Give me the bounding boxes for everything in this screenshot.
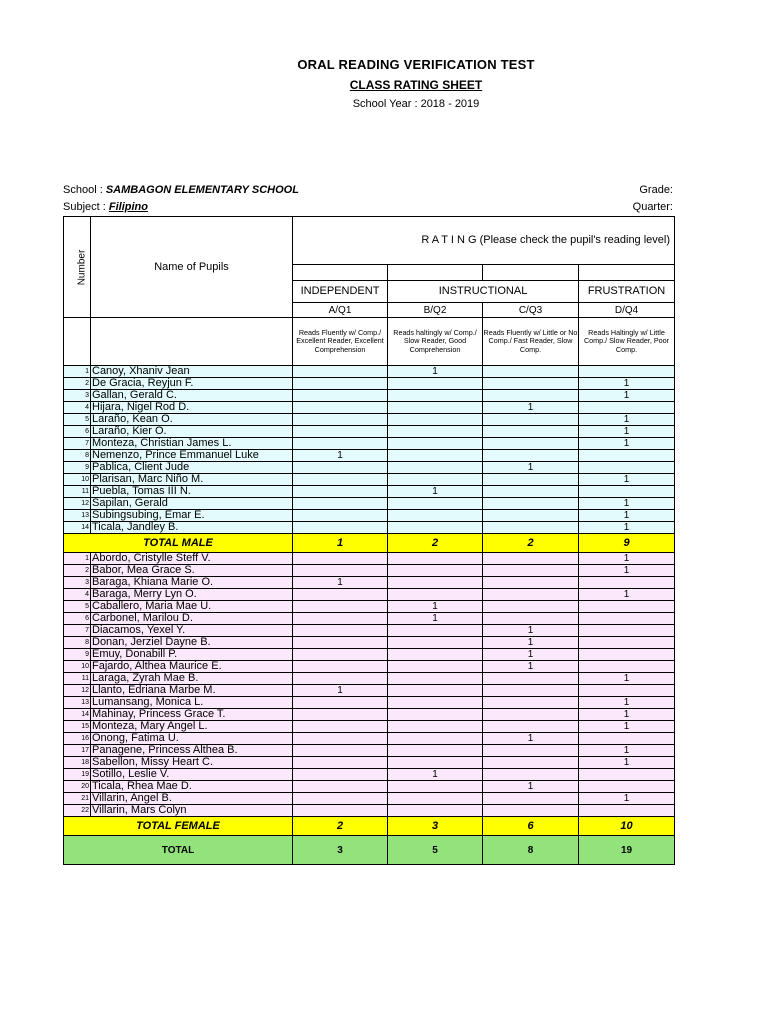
rating-cell	[483, 685, 579, 697]
rating-cell	[293, 366, 388, 378]
rating-cell	[293, 438, 388, 450]
rating-cell: 1	[483, 649, 579, 661]
pupil-name: Llanto, Edriana Marbe M.	[91, 685, 293, 697]
total-male-row	[64, 534, 675, 553]
rating-cell	[579, 577, 675, 589]
rating-cell	[293, 589, 388, 601]
frustration-header: FRUSTRATION	[579, 281, 675, 303]
rating-cell	[388, 402, 483, 414]
total-male-row-value: 2	[483, 534, 579, 553]
rating-cell	[293, 649, 388, 661]
rating-cell	[293, 613, 388, 625]
code-c: C/Q3	[483, 303, 579, 318]
name-header: Name of Pupils	[91, 217, 293, 318]
pupil-number: 6	[64, 426, 91, 438]
subject-value: Filipino	[108, 201, 148, 213]
rating-cell	[388, 733, 483, 745]
table-row	[64, 378, 675, 390]
pupil-name: Diacamos, Yexel Y.	[91, 625, 293, 637]
pupil-number: 13	[64, 510, 91, 522]
pupil-name: Emuy, Donabill P.	[91, 649, 293, 661]
total-female-row-value: 3	[388, 817, 483, 836]
code-b: B/Q2	[388, 303, 483, 318]
rating-cell	[483, 601, 579, 613]
table-row	[64, 522, 675, 534]
rating-cell	[388, 565, 483, 577]
rating-cell	[579, 625, 675, 637]
pupil-number: 1	[64, 553, 91, 565]
pupil-number: 15	[64, 721, 91, 733]
rating-cell	[483, 378, 579, 390]
table-row	[64, 486, 675, 498]
rating-cell	[483, 721, 579, 733]
rating-cell	[293, 565, 388, 577]
rating-cell: 1	[579, 757, 675, 769]
pupil-number: 3	[64, 390, 91, 402]
table-row	[64, 414, 675, 426]
pupil-number: 10	[64, 474, 91, 486]
school-line	[63, 184, 299, 196]
rating-cell	[388, 673, 483, 685]
pupil-name: De Gracia, Reyjun F.	[91, 378, 293, 390]
rating-cell	[388, 709, 483, 721]
table-row	[64, 649, 675, 661]
rating-cell: 1	[579, 745, 675, 757]
rating-cell: 1	[579, 709, 675, 721]
pupil-name: Abordo, Cristylle Steff V.	[91, 553, 293, 565]
rating-cell	[388, 553, 483, 565]
total-male-row-value: 2	[388, 534, 483, 553]
rating-cell	[483, 390, 579, 402]
pupil-name: Ticala, Jandley B.	[91, 522, 293, 534]
rating-cell	[483, 498, 579, 510]
rating-cell	[293, 474, 388, 486]
rating-cell	[579, 462, 675, 474]
pupil-number: 17	[64, 745, 91, 757]
pupil-number: 11	[64, 673, 91, 685]
rating-cell	[483, 757, 579, 769]
table-row	[64, 781, 675, 793]
table-row	[64, 745, 675, 757]
rating-cell	[579, 685, 675, 697]
grand-total-row-label: TOTAL	[64, 836, 293, 865]
rating-cell	[483, 769, 579, 781]
pupil-number: 9	[64, 649, 91, 661]
pupil-name: Onong, Fatima U.	[91, 733, 293, 745]
table-row	[64, 589, 675, 601]
rating-cell	[388, 438, 483, 450]
rating-cell	[483, 613, 579, 625]
pupil-number: 10	[64, 661, 91, 673]
table-row	[64, 438, 675, 450]
pupil-name: Baraga, Khiana Marie O.	[91, 577, 293, 589]
grand-total-row	[64, 836, 675, 865]
rating-cell: 1	[579, 498, 675, 510]
pupil-name: Laraño, Kean O.	[91, 414, 293, 426]
table-row	[64, 450, 675, 462]
rating-cell	[388, 414, 483, 426]
pupil-number: 22	[64, 805, 91, 817]
rating-cell	[579, 661, 675, 673]
pupil-number: 2	[64, 565, 91, 577]
rating-cell	[388, 697, 483, 709]
rating-cell	[483, 589, 579, 601]
rating-cell	[293, 402, 388, 414]
pupil-number: 1	[64, 366, 91, 378]
pupil-name: Laraga, Zyrah Mae B.	[91, 673, 293, 685]
table-row	[64, 510, 675, 522]
pupil-name: Sapilan, Gerald	[91, 498, 293, 510]
document-subtitle: CLASS RATING SHEET	[349, 78, 483, 92]
rating-cell	[388, 589, 483, 601]
pupil-name: Panagene, Princess Althea B.	[91, 745, 293, 757]
pupil-name: Caballero, Maria Mae U.	[91, 601, 293, 613]
table-row	[64, 474, 675, 486]
table-row	[64, 462, 675, 474]
rating-cell	[388, 522, 483, 534]
rating-cell	[579, 781, 675, 793]
code-a: A/Q1	[293, 303, 388, 318]
rating-cell	[483, 510, 579, 522]
rating-cell	[579, 769, 675, 781]
pupil-name: Monteza, Mary Angel L.	[91, 721, 293, 733]
pupil-number: 5	[64, 601, 91, 613]
rating-cell	[388, 793, 483, 805]
rating-cell	[293, 553, 388, 565]
rating-cell	[293, 426, 388, 438]
pupil-number: 6	[64, 613, 91, 625]
subject-label: Subject :	[63, 201, 106, 213]
rating-cell	[293, 661, 388, 673]
rating-cell	[293, 709, 388, 721]
rating-cell: 1	[579, 522, 675, 534]
rating-cell: 1	[388, 366, 483, 378]
rating-cell: 1	[579, 474, 675, 486]
rating-cell	[293, 414, 388, 426]
rating-table	[63, 216, 675, 865]
pupil-number: 11	[64, 486, 91, 498]
grand-total-row-value: 5	[388, 836, 483, 865]
rating-cell	[293, 673, 388, 685]
rating-cell	[483, 577, 579, 589]
document-title: ORAL READING VERIFICATION TEST	[297, 57, 535, 72]
rating-cell	[483, 426, 579, 438]
table-row	[64, 498, 675, 510]
rating-cell	[293, 390, 388, 402]
pupil-name: Donan, Jerziel Dayne B.	[91, 637, 293, 649]
school-label: School :	[63, 184, 103, 196]
rating-cell: 1	[388, 613, 483, 625]
rating-cell	[293, 745, 388, 757]
rating-cell: 1	[483, 733, 579, 745]
rating-cell: 1	[579, 378, 675, 390]
rating-cell	[388, 462, 483, 474]
rating-cell	[483, 438, 579, 450]
rating-cell: 1	[579, 673, 675, 685]
rating-cell: 1	[483, 637, 579, 649]
total-female-row-value: 10	[579, 817, 675, 836]
table-row	[64, 426, 675, 438]
rating-cell	[388, 745, 483, 757]
pupil-name: Ticala, Rhea Mae D.	[91, 781, 293, 793]
rating-cell: 1	[579, 565, 675, 577]
table-row	[64, 565, 675, 577]
rating-cell	[483, 474, 579, 486]
rating-cell	[388, 685, 483, 697]
pupil-name: Babor, Mea Grace S.	[91, 565, 293, 577]
pupil-number: 4	[64, 589, 91, 601]
pupil-number: 16	[64, 733, 91, 745]
grade-label: Grade:	[639, 184, 673, 196]
total-male-row-label: TOTAL MALE	[64, 534, 293, 553]
rating-cell	[293, 733, 388, 745]
rating-cell	[388, 781, 483, 793]
table-row	[64, 625, 675, 637]
pupil-name: Baraga, Merry Lyn O.	[91, 589, 293, 601]
rating-cell: 1	[293, 577, 388, 589]
rating-cell	[388, 757, 483, 769]
table-row	[64, 769, 675, 781]
rating-cell: 1	[293, 685, 388, 697]
total-female-row	[64, 817, 675, 836]
rating-cell	[388, 390, 483, 402]
pupil-number: 7	[64, 625, 91, 637]
rating-cell	[388, 661, 483, 673]
rating-cell	[579, 450, 675, 462]
code-d: D/Q4	[579, 303, 675, 318]
pupil-name: Villarin, Angel B.	[91, 793, 293, 805]
pupil-number: 18	[64, 757, 91, 769]
rating-cell	[483, 805, 579, 817]
table-row	[64, 673, 675, 685]
pupil-name: Canoy, Xhaniv Jean	[91, 366, 293, 378]
desc-b: Reads haltingly w/ Comp./ Slow Reader, Good Comprehension	[388, 318, 483, 366]
pupil-name: Lumansang, Monica L.	[91, 697, 293, 709]
rating-cell	[293, 721, 388, 733]
pupil-name: Carbonel, Marilou D.	[91, 613, 293, 625]
pupil-name: Hijara, Nigel Rod D.	[91, 402, 293, 414]
grand-total-row-value: 8	[483, 836, 579, 865]
rating-cell	[293, 805, 388, 817]
rating-cell	[483, 414, 579, 426]
table-row	[64, 733, 675, 745]
rating-cell: 1	[388, 769, 483, 781]
rating-cell	[579, 649, 675, 661]
rating-cell: 1	[483, 462, 579, 474]
rating-cell: 1	[579, 438, 675, 450]
pupil-name: Sabellon, Missy Heart C.	[91, 757, 293, 769]
pupil-number: 12	[64, 685, 91, 697]
rating-cell	[388, 577, 483, 589]
table-row	[64, 661, 675, 673]
total-male-row-value: 9	[579, 534, 675, 553]
table-row	[64, 757, 675, 769]
table-row	[64, 805, 675, 817]
total-female-row-value: 6	[483, 817, 579, 836]
rating-cell	[579, 486, 675, 498]
rating-cell: 1	[579, 553, 675, 565]
pupil-number: 4	[64, 402, 91, 414]
rating-cell	[483, 673, 579, 685]
rating-cell	[483, 697, 579, 709]
table-row	[64, 366, 675, 378]
desc-a: Reads Fluently w/ Comp./ Excellent Reader, Excellent Comprehension	[293, 318, 388, 366]
rating-cell	[579, 805, 675, 817]
rating-cell	[293, 522, 388, 534]
rating-cell	[483, 745, 579, 757]
rating-cell: 1	[579, 697, 675, 709]
pupil-number: 8	[64, 637, 91, 649]
table-row	[64, 390, 675, 402]
grand-total-row-value: 19	[579, 836, 675, 865]
pupil-name: Villarin, Mars Colyn	[91, 805, 293, 817]
rating-cell	[388, 378, 483, 390]
rating-cell	[388, 625, 483, 637]
rating-cell: 1	[579, 414, 675, 426]
number-header: Number	[76, 249, 88, 285]
pupil-number: 14	[64, 709, 91, 721]
rating-cell	[388, 649, 483, 661]
pupil-number: 9	[64, 462, 91, 474]
rating-cell	[388, 510, 483, 522]
subject-line	[63, 201, 148, 213]
pupil-name: Subingsubing, Emar E.	[91, 510, 293, 522]
rating-cell: 1	[293, 450, 388, 462]
pupil-number: 3	[64, 577, 91, 589]
grand-total-row-value: 3	[293, 836, 388, 865]
pupil-number: 14	[64, 522, 91, 534]
table-row	[64, 709, 675, 721]
number-header-cell	[64, 217, 91, 318]
rating-header: R A T I N G (Please check the pupil's reading level)	[293, 217, 675, 265]
rating-cell	[293, 757, 388, 769]
pupil-name: Gallan, Gerald C.	[91, 390, 293, 402]
rating-cell: 1	[579, 589, 675, 601]
rating-cell	[293, 793, 388, 805]
rating-cell	[293, 637, 388, 649]
rating-cell	[483, 565, 579, 577]
pupil-number: 12	[64, 498, 91, 510]
table-row	[64, 793, 675, 805]
rating-cell: 1	[579, 510, 675, 522]
table-row	[64, 402, 675, 414]
rating-cell: 1	[483, 402, 579, 414]
pupil-number: 7	[64, 438, 91, 450]
table-row	[64, 577, 675, 589]
pupil-number: 21	[64, 793, 91, 805]
quarter-label: Quarter:	[632, 201, 673, 213]
pupil-number: 19	[64, 769, 91, 781]
desc-d: Reads Haltingly w/ Little Comp./ Slow Reader, Poor Comp.	[579, 318, 675, 366]
rating-cell: 1	[388, 601, 483, 613]
rating-cell	[388, 637, 483, 649]
rating-cell: 1	[483, 661, 579, 673]
rating-cell	[293, 510, 388, 522]
rating-cell: 1	[483, 781, 579, 793]
rating-cell	[579, 402, 675, 414]
pupil-name: Laraño, Kier O.	[91, 426, 293, 438]
rating-cell	[483, 553, 579, 565]
pupil-name: Nemenzo, Prince Emmanuel Luke	[91, 450, 293, 462]
pupil-name: Puebla, Tomas III N.	[91, 486, 293, 498]
pupil-name: Mahinay, Princess Grace T.	[91, 709, 293, 721]
rating-cell	[293, 378, 388, 390]
pupil-name: Pablica, Client Jude	[91, 462, 293, 474]
rating-cell	[579, 601, 675, 613]
independent-header: INDEPENDENT	[293, 281, 388, 303]
rating-cell: 1	[579, 793, 675, 805]
desc-c: Reads Fluently w/ Little or No Comp./ Fast Reader, Slow Comp.	[483, 318, 579, 366]
instructional-header: INSTRUCTIONAL	[388, 281, 579, 303]
table-row	[64, 697, 675, 709]
pupil-name: Plarisan, Marc Niño M.	[91, 474, 293, 486]
total-female-row-value: 2	[293, 817, 388, 836]
rating-cell	[388, 498, 483, 510]
pupil-number: 13	[64, 697, 91, 709]
rating-cell	[293, 625, 388, 637]
school-value: SAMBAGON ELEMENTARY SCHOOL	[105, 184, 299, 196]
rating-cell: 1	[579, 426, 675, 438]
total-male-row-value: 1	[293, 534, 388, 553]
school-year: School Year : 2018 - 2019	[352, 98, 480, 110]
rating-cell	[483, 709, 579, 721]
rating-cell	[483, 522, 579, 534]
rating-cell	[388, 805, 483, 817]
rating-cell	[293, 462, 388, 474]
rating-cell	[293, 498, 388, 510]
table-row	[64, 685, 675, 697]
rating-cell: 1	[483, 625, 579, 637]
pupil-number: 20	[64, 781, 91, 793]
rating-cell: 1	[388, 486, 483, 498]
rating-cell: 1	[579, 721, 675, 733]
pupil-number: 8	[64, 450, 91, 462]
rating-cell	[579, 733, 675, 745]
pupil-number: 2	[64, 378, 91, 390]
rating-cell	[293, 769, 388, 781]
rating-cell	[388, 721, 483, 733]
rating-cell	[293, 601, 388, 613]
table-row	[64, 637, 675, 649]
rating-cell	[579, 366, 675, 378]
pupil-name: Sotillo, Leslie V.	[91, 769, 293, 781]
rating-cell	[579, 637, 675, 649]
rating-cell	[579, 613, 675, 625]
pupil-name: Fajardo, Althea Maurice E.	[91, 661, 293, 673]
total-female-row-label: TOTAL FEMALE	[64, 817, 293, 836]
table-row	[64, 553, 675, 565]
rating-cell	[483, 366, 579, 378]
rating-cell	[293, 697, 388, 709]
table-row	[64, 721, 675, 733]
table-row	[64, 613, 675, 625]
rating-cell	[293, 486, 388, 498]
pupil-number: 5	[64, 414, 91, 426]
rating-cell	[483, 486, 579, 498]
rating-cell	[483, 450, 579, 462]
rating-cell	[483, 793, 579, 805]
rating-cell	[293, 781, 388, 793]
rating-cell: 1	[579, 390, 675, 402]
rating-cell	[388, 450, 483, 462]
table-row	[64, 601, 675, 613]
rating-cell	[388, 426, 483, 438]
pupil-name: Monteza, Christian James L.	[91, 438, 293, 450]
rating-cell	[388, 474, 483, 486]
